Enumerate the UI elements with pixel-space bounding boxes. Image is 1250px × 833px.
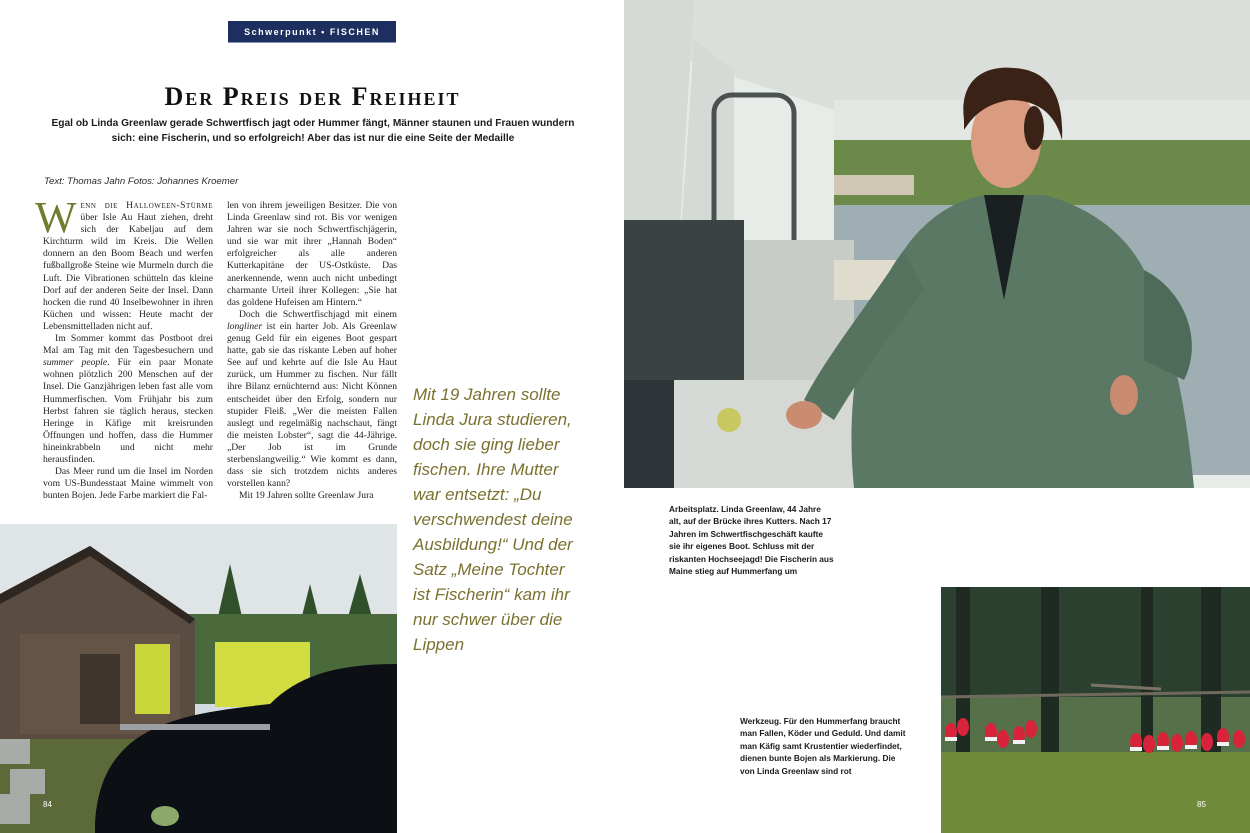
article-title: Der Preis der Freiheit	[164, 82, 461, 111]
paragraph: Mit 19 Jahren sollte Greenlaw Jura	[239, 490, 374, 502]
pull-quote: Mit 19 Jahren sollte Linda Jura studieren, doch sie ging lieber fischen. Ihre Mutter war entsetzt: „Du verschwendest deine Ausbildung!“ Und der Satz „Meine Tochter ist Fischerin“ kam ihr nur schwer über die Lippen	[413, 385, 573, 654]
paragraph	[43, 333, 213, 466]
paragraph-text: Im Sommer kommt das Postboot drei Mal am Tag mit den Tagesbesuchern und	[43, 333, 213, 357]
article-subtitle: Egal ob Linda Greenlaw gerade Schwertfisch jagt oder Hummer fängt, Männer staunen und Frauen wundern sich: eine Fischerin, und so erfolgreich! Aber das ist nur die eine Seite der Medaille	[51, 118, 575, 144]
lead-in: enn die Halloween-Stürme	[80, 200, 213, 211]
buoys-forest-photo	[941, 587, 1250, 833]
page-number-right: 85	[1197, 800, 1206, 809]
paragraph	[227, 309, 397, 490]
text-column-1	[35, 193, 213, 502]
italic-term: longliner	[227, 320, 263, 332]
boat-photo-caption: Arbeitsplatz. Linda Greenlaw, 44 Jahre alt, auf der Brücke ihres Kutters. Nach 17 Jahren im Schwertfischgeschäft kaufte sie ihr eigenes Boot. Schluss mit der riskanten Hochseejagd! Die Fischerin aus Maine stieg auf Hummerfang um	[669, 504, 834, 577]
paragraph: Das Meer rund um die Insel im Norden vom US-Bundesstaat Maine wimmelt von bunten Bojen. Jede Farbe markiert die Fal-	[43, 466, 213, 502]
drop-cap: W	[35, 193, 77, 242]
paragraph-text: . Für ein paar Monate wohnen plötzlich 200 Menschen auf der Insel. Die Ganzjährigen leben fast alle vom Hummerfischen. Vom Frühjahr bis zum Herbst fahren sie täglich heraus, stecken Heringe in Käfige mit kreisrunden Öffnungen und hoffen, dass die Hummer hineinkrabbeln und nicht mehr herausfinden.	[43, 357, 213, 465]
paragraph-text: Doch die Schwertfischjagd mit einem	[239, 308, 397, 320]
text-column-2	[227, 200, 397, 502]
paragraph: len von ihrem jeweiligen Besitzer. Die von Linda Greenlaw sind rot. Bis vor wenigen Jahren war sie noch Schwertfischjägerin, und sie war mit ihrer „Hannah Boden“ erfolgreicher als alle anderen Kutterkapitäne der US-Ostküste. Das anerkennende, wenn auch nicht unbedingt charmante Urteil ihrer Kollegen: „Sie hat das goldene Hufeisen am Hintern.“	[227, 200, 397, 308]
page-number-left: 84	[43, 800, 52, 809]
italic-term: summer people	[43, 357, 108, 369]
paragraph-text: über Isle Au Haut ziehen, dreht sich der Kabeljau auf dem Kirchturm wild im Kreis. Die Wellen donnern an den Boom Beach und werfen fußballgroße Steine wie Murmeln durch die Luft. Die Vibrationen schütteln das kleine Dorf auf der anderen Seite der Insel. Dann hocken die rund 40 Inselbewohner in ihren Küchen und wissen: Heute macht der Lebensmittelladen nicht auf.	[43, 212, 213, 332]
barn-car-photo	[0, 524, 397, 833]
forest-photo-caption: Werkzeug. Für den Hummerfang braucht man Fallen, Köder und Geduld. Und damit man Käfig samt Krustentier wiederfindet, dienen bunte Bojen als Markierung. Die von Linda Greenlaw sind rot	[740, 716, 906, 776]
paragraph-text: ist ein harter Job. Als Greenlaw genug Geld für ein eigenes Boot gespart hatte, gab sie das riskante Leben auf hoher See auf und kehrte auf die Isle Au Haut zurück, um Hummer zu fischen. Nur fällt ihre Bilanz ernüchternd aus: Nicht Können entscheidet über den Erfolg, sondern nur stupider Fleiß. „Wer die meisten Fallen auslegt und regelmäßig nachschaut, fängt die meisten Lobster“, sagt die 44-Jährige. „Der Job ist im Grunde sterbenslangweilig.“ Wie kommt es dann, dass sie sich trotzdem nichts anderes vorstellen kann?	[227, 320, 397, 490]
section-tag: Schwerpunkt • FISCHEN	[228, 21, 396, 43]
paragraph	[35, 193, 213, 333]
article-credits: Text: Thomas Jahn Fotos: Johannes Kroemer	[44, 176, 239, 187]
fisherwoman-boat-photo	[624, 0, 1250, 488]
